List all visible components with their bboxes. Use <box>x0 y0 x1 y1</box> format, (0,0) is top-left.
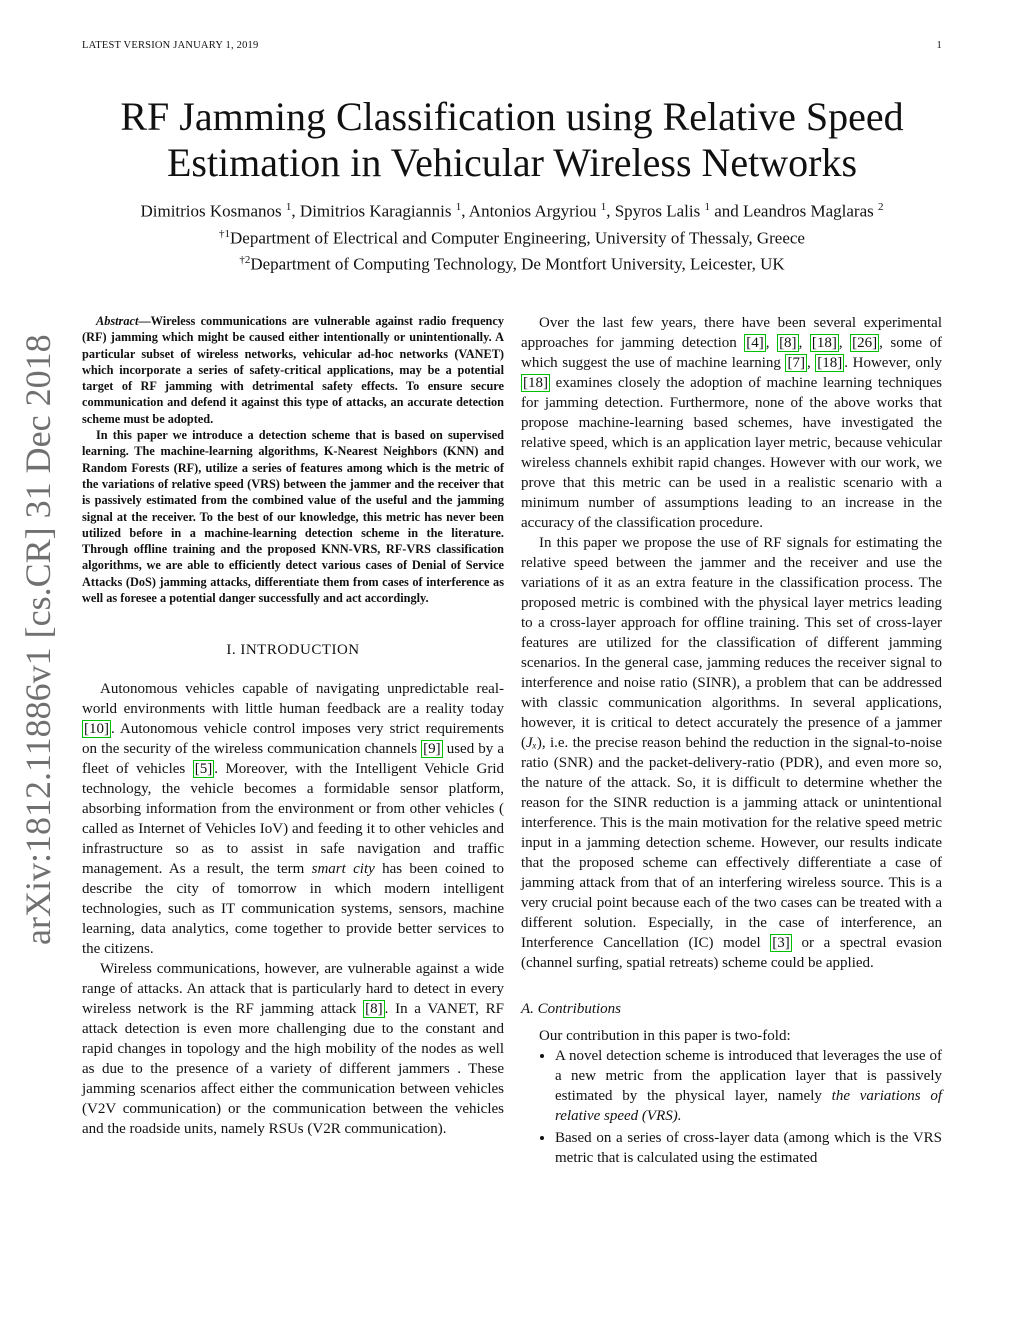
abstract <box>82 313 504 606</box>
citation-link[interactable]: [7] <box>787 355 805 371</box>
paragraph: Over the last few years, there have been several experimental approaches for jamming detection [4] , [8] , [18] , [26] , some of which suggest the use of machine learning [7] , [18] . However, only [18] examines closely the adoption of machine learning techniques for jamming detection. Furthermore, none of the above works that propose machine-learning based schemes, have investigated the relative speed, which is an application layer metric, because vehicular wireless channels exhibit rapid changes. However with our work, we prove that this metric can be used in a realistic scenario with a minimum number of assumptions leading to an increase in the accuracy of the classification procedure. <box>521 315 943 531</box>
list-item: • A novel detection scheme is introduced that leverages the use of a new metric from the application layer that is passively estimated by the physical layer, namely the variations of relative speed (VRS). <box>555 1046 942 1126</box>
author-affiliation-mark: 2 <box>878 201 884 213</box>
citation-link[interactable]: [9] <box>423 741 441 758</box>
contributions-lead: Our contribution in this paper is two-fold: <box>539 1028 791 1044</box>
author-affiliation-mark: 1 <box>285 201 292 213</box>
abstract-label: Abstract <box>96 314 139 328</box>
author-affiliation-mark: 1 <box>704 201 710 213</box>
running-head-title: LATEST VERSION JANUARY 1, 2019 <box>82 40 259 51</box>
right-column <box>521 313 942 1170</box>
paper-title: RF Jamming Classification using Relative Speed Estimation in Vehicular Wireless Networks <box>120 94 904 185</box>
author-affiliation-mark: 1 <box>455 201 462 213</box>
running-head <box>82 40 942 56</box>
affiliation-2: $^{\dagger 2}$Department of Computing Technology, De Montfort University, Leicester, UK <box>239 254 785 274</box>
citation-link[interactable]: [10] <box>84 721 109 738</box>
arxiv-stamp: arXiv:1812.11886v1 [cs.CR] 31 Dec 2018 <box>18 334 58 945</box>
citation-link[interactable]: [18] <box>523 375 548 391</box>
citation-link[interactable]: [4] <box>746 335 764 351</box>
list-item: • Based on a series of cross-layer data (among which is the VRS metric that is calculated using the estimated <box>555 1128 942 1168</box>
citation-link[interactable]: [3] <box>772 935 790 951</box>
paragraph: Autonomous vehicles capable of navigating unpredictable real-world environments with little human feedback are a reality today [10] . Autonomous vehicle control imposes very strict requirements on the security of the wireless communication channels [9] used by a fleet of vehicles [5] . Moreover, with the Intelligent Vehicle Grid technology, the vehicle becomes a formidable sensor platform, absorbing information from the environment or from other vehicles ( called as Internet of Vehicles IoV) and feeding it to other vehicles and infrastructure so as to assist in safe navigation and traffic management. As a result, the term smart city has been coined to describe the city of tomorrow in which modern intelligent technologies, such as IT communication systems, sensors, machine learning, data analytics, come together to provide better services to the citizens. <box>82 681 505 958</box>
paragraph: In this paper we propose the use of RF signals for estimating the relative speed between the jammer and the receiver and use the variations of it as an extra feature in the classification process. The proposed metric is combined with the physical layer metrics leading to a cross-layer approach for offline training. This set of cross-layer features are utilized for the classification of different jamming scenarios. In the general case, jamming reduces the receiver signal to interference and noise ratio (SINR), a problem that can be addressed with classic communication algorithms. In several applications, however, it is critical to detect accurately the presence of a jammer (Jₓ), i.e. the precise reason behind the reduction in the signal-to-noise ratio (SNR) and the packet-delivery-ratio (PDR), and even more so, the nature of the attack. So, it is difficult to determine whether the reason for the SINR reduction is a jamming attack or unintentional interference. This is the main motivation for the relative speed metric input in a jamming detection scheme. However, our results indicate that the proposed scheme can effectively differentiate a case of jamming attack from that of an interfering wireless source. This is a very crucial point because each of the two cases can be treated with a different solution. Especially, in the case of interference, an Interference Cancellation (IC) model [3] or a spectral evasion (channel surfing, spatial retreats) scheme could be applied. <box>521 535 942 971</box>
author-name: Spyros Lalis <box>614 201 701 221</box>
author-affiliation-mark: 1 <box>600 201 607 213</box>
paragraph: Wireless communications, however, are vulnerable against a wide range of attacks. An attack that is particularly hard to detect in every wireless network is the RF jamming attack [8] . In a VANET, RF attack detection is even more challenging due to the constant and rapid changes in topology and the high mobility of the nodes as well as due to the presence of a variety of different jammers . These jamming scenarios affect either the communication between vehicles (V2V communication) or the communication between the vehicles and the roadside units, namely RSUs (V2R communication). <box>82 961 504 1138</box>
section-heading-introduction: I. INTRODUCTION <box>226 642 360 659</box>
citation-link[interactable]: [26] <box>852 335 878 351</box>
author-list: Dimitrios Kosmanos $^1$, Dimitrios Karagiannis $^1$, Antonios Argyriou $^1$, Spyros Lalis $^1$ and Leandros Maglaras $^2$ <box>140 201 884 221</box>
author-name: Dimitrios Karagiannis <box>299 201 452 221</box>
citation-link[interactable]: [18] <box>811 335 837 351</box>
contributions-list <box>521 1046 942 1168</box>
author-name: Leandros Maglaras <box>743 201 874 221</box>
author-name: Antonios Argyriou <box>468 201 597 221</box>
author-block <box>40 196 984 276</box>
abstract-paragraph-2: In this paper we introduce a detection scheme that is based on supervised learning. The machine-learning algorithms, K-Nearest Neighbors (KNN) and Random Forests (RF), utilize a series of features among which is the metric of the variations of relative speed (VRS) between the jammer and the receiver that is passively estimated from the combined value of the useful and the jamming signal at the receiver. To the best of our knowledge, this metric has never been utilized before in a machine-learning detection scheme in the literature. Through offline training and the proposed KNN-VRS, RF-VRS classification algorithms, we are able to efficiently detect various cases of Denial of Service Attacks (DoS) jamming attacks, differentiate them from cases of interference as well as foresee a potential danger successfully and act accordingly. <box>82 428 504 606</box>
citation-link[interactable]: [18] <box>817 355 843 371</box>
affiliation-1: $^{\dagger 1}$Department of Electrical and Computer Engineering, University of Thessaly, Greece <box>219 227 805 248</box>
intro-body-right <box>521 313 942 973</box>
math-jammer-symbol: Jₓ <box>526 735 537 751</box>
citation-link[interactable]: [5] <box>194 761 213 778</box>
citation-link[interactable]: [8] <box>365 1001 383 1018</box>
author-name: Dimitrios Kosmanos <box>140 201 282 221</box>
subsection-heading-contributions: A. Contributions <box>521 1001 622 1017</box>
left-column <box>82 313 504 1139</box>
page-number: 1 <box>936 40 942 51</box>
abstract-paragraph-1: Abstract—Wireless communications are vulnerable against radio frequency (RF) jamming which might be caused either intentionally or unintentionally. A particular subset of wireless networks, vehicular ad-hoc networks (VANET) which incorporate a series of safety-critical applications, may be a potential target of RF jamming with detrimental safety effects. To ensure secure communication and defend it against this type of attacks, an accurate detection scheme must be adopted. <box>82 314 504 426</box>
citation-link[interactable]: [8] <box>779 335 797 351</box>
intro-body-left <box>82 679 504 1139</box>
